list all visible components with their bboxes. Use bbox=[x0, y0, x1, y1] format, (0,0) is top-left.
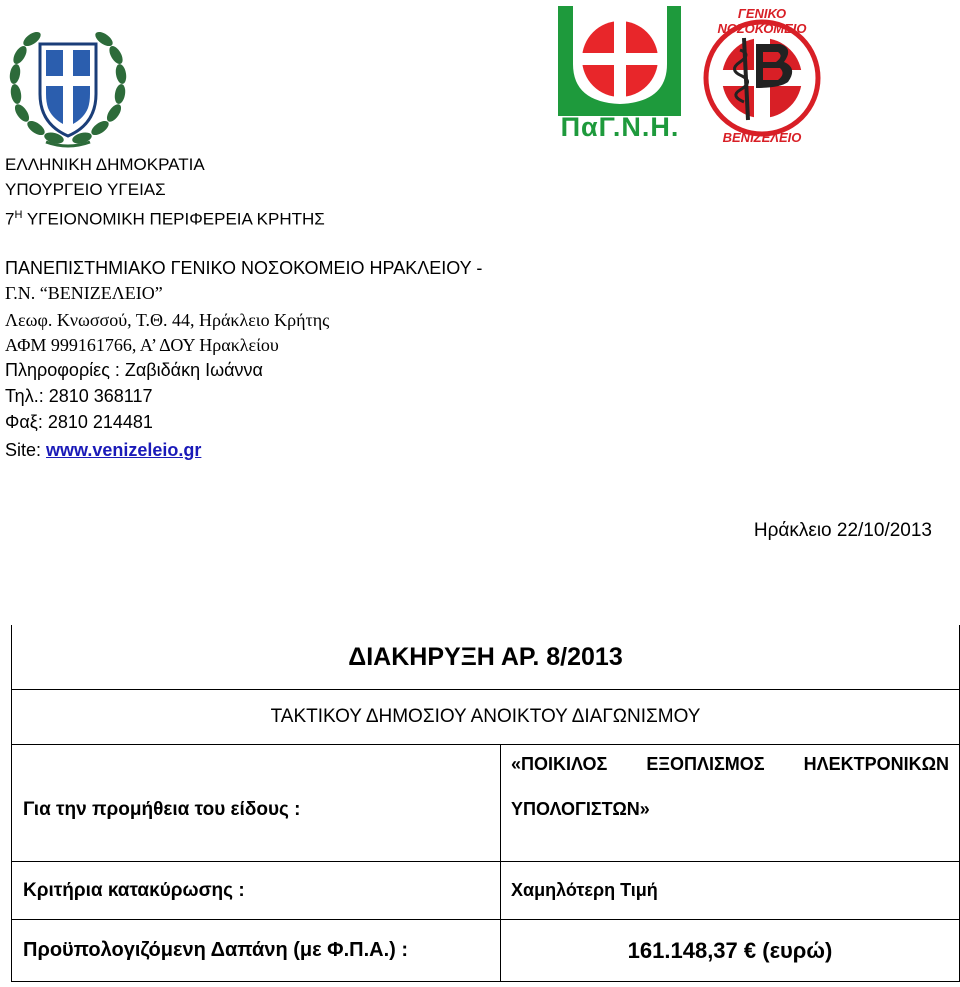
hospital-phone: Τηλ.: 2810 368117 bbox=[5, 386, 153, 406]
criteria-value: Χαμηλότερη Τιμή bbox=[501, 862, 960, 920]
venizeleio-logo-bottom-text: ΒΕΝΙΖΕΛΕΙΟ bbox=[722, 130, 802, 145]
site-label: Site: bbox=[5, 440, 47, 460]
budget-label: Προϋπολογιζόμενη Δαπάνη (με Φ.Π.Α.) : bbox=[12, 920, 501, 982]
header-region-sup: Η bbox=[14, 209, 23, 221]
hospital-fax: Φαξ: 2810 214481 bbox=[5, 412, 153, 432]
header-health-region bbox=[5, 205, 325, 230]
hospital-address: Λεωφ. Κνωσσού, Τ.Θ. 44, Ηράκλειο Κρήτης bbox=[5, 310, 330, 330]
hospital-name-line2: Γ.Ν. “ΒΕΝΙΖΕΛΕΙΟ” bbox=[5, 283, 163, 303]
declaration-row-item bbox=[12, 745, 960, 862]
declaration-subtitle: ΤΑΚΤΙΚΟΥ ΔΗΜΟΣΙΟΥ ΑΝΟΙΚΤΟΥ ΔΙΑΓΩΝΙΣΜΟΥ bbox=[12, 690, 960, 745]
pagni-logo bbox=[557, 4, 683, 146]
site-link[interactable]: www.venizeleio.gr bbox=[46, 440, 202, 460]
declaration-table bbox=[11, 625, 960, 982]
budget-value: 161.148,37 € (ευρώ) bbox=[501, 920, 960, 982]
venizeleio-logo bbox=[700, 4, 824, 148]
hospital-site bbox=[5, 440, 201, 460]
criteria-label: Κριτήρια κατακύρωσης : bbox=[12, 862, 501, 920]
header-region-name: ΥΓΕΙΟΝΟΜΙΚΗ ΠΕΡΙΦΕΡΕΙΑ ΚΡΗΤΗΣ bbox=[22, 209, 325, 229]
item-value-line1: «ΠΟΙΚΙΛΟΣ ΕΞΟΠΛΙΣΜΟΣ ΗΛΕΚΤΡΟΝΙΚΩΝ bbox=[511, 754, 950, 774]
hospital-info-contact: Πληροφορίες : Ζαβιδάκη Ιωάννα bbox=[5, 360, 263, 380]
declaration-title-row bbox=[12, 625, 960, 690]
item-value bbox=[501, 745, 960, 862]
hospital-afm: ΑΦΜ 999161766, Α’ ΔΟΥ Ηρακλείου bbox=[5, 335, 279, 355]
item-value-line2: ΥΠΟΛΟΓΙΣΤΩΝ» bbox=[511, 799, 650, 819]
coat-of-arms-icon bbox=[6, 24, 130, 152]
hospital-name-line1: ΠΑΝΕΠΙΣΤΗΜΙΑΚΟ ΓΕΝΙΚΟ ΝΟΣΟΚΟΜΕΙΟ ΗΡΑΚΛΕΙΟΥ - bbox=[5, 258, 483, 278]
header-region-number: 7 bbox=[5, 209, 15, 229]
coat-of-arms-logo bbox=[6, 24, 130, 152]
document-date: Ηράκλειο 22/10/2013 bbox=[753, 520, 932, 541]
declaration-row-criteria bbox=[12, 862, 960, 920]
item-label: Για την προμήθεια του είδους : bbox=[12, 745, 501, 862]
declaration-row-budget bbox=[12, 920, 960, 982]
pagni-logo-text: ΠαΓ.Ν.Η. bbox=[560, 112, 680, 142]
venizeleio-logo-top-text: ΓΕΝΙΚΟ ΝΟΣΟΚΟΜΕΙΟ bbox=[717, 6, 807, 36]
declaration-title: ΔΙΑΚΗΡΥΞΗ ΑΡ. 8/2013 bbox=[12, 625, 960, 690]
declaration-subtitle-row bbox=[12, 690, 960, 745]
header-republic: ΕΛΛΗΝΙΚΗ ΔΗΜΟΚΡΑΤΙΑ bbox=[5, 155, 205, 174]
header-ministry: ΥΠΟΥΡΓΕΙΟ ΥΓΕΙΑΣ bbox=[5, 180, 166, 199]
